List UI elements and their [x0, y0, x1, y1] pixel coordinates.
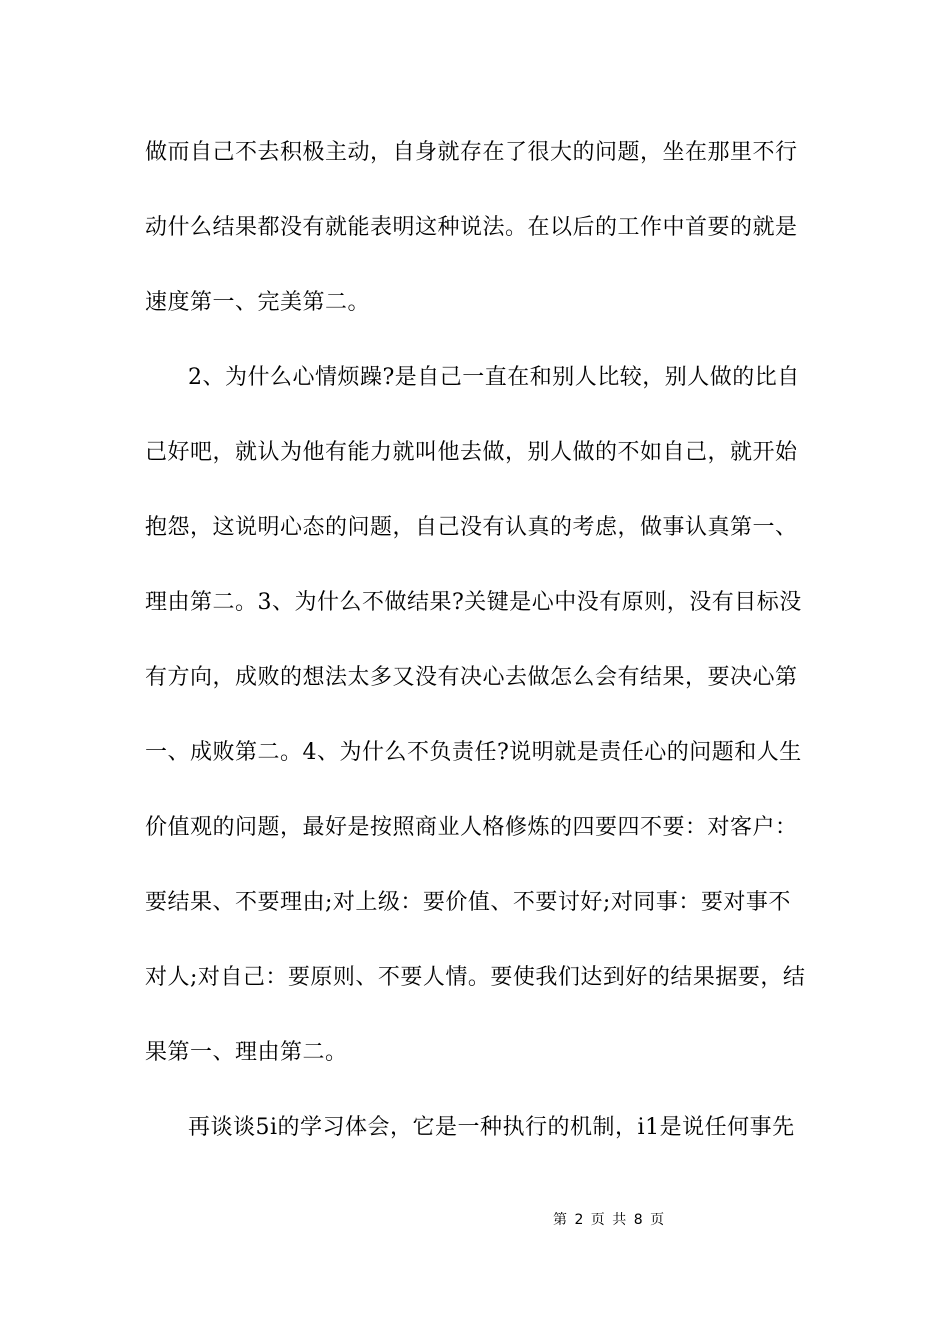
- text-line: 抱怨，这说明心态的问题，自己没有认真的考虑，做事认真第一、: [145, 515, 798, 540]
- text-line: 有方向，成败的想法太多又没有决心去做怎么会有结果，要决心第: [145, 665, 798, 690]
- text-line: 速度第一、完美第二。: [145, 290, 371, 315]
- text-line: 动什么结果都没有就能表明这种说法。在以后的工作中首要的就是: [145, 215, 798, 240]
- text-line: 理由第二。3、为什么不做结果?关键是心中没有原则，没有目标没: [145, 590, 802, 615]
- text-line: 要结果、不要理由;对上级：要价值、不要讨好;对同事：要对事不: [145, 890, 791, 915]
- page-footer: [0, 1208, 950, 1232]
- text-line: 己好吧，就认为他有能力就叫他去做，别人做的不如自己，就开始: [145, 440, 798, 465]
- text-line: 做而自己不去积极主动，自身就存在了很大的问题，坐在那里不行: [145, 140, 798, 165]
- text-line: 果第一、理由第二。: [145, 1040, 348, 1065]
- text-line: 对人;对自己：要原则、不要人情。要使我们达到好的结果据要，结: [145, 965, 806, 990]
- page-number: 第 2 页 共 8 页: [553, 1212, 665, 1228]
- text-line: 价值观的问题，最好是按照商业人格修炼的四要四不要：对客户：: [145, 815, 798, 840]
- text-line: 一、成败第二。4、为什么不负责任?说明就是责任心的问题和人生: [145, 740, 802, 765]
- paragraph-start-line: 再谈谈5i的学习体会，它是一种执行的机制，i1是说任何事先: [188, 1115, 795, 1140]
- paragraph-start-line: 2、为什么心情烦躁?是自己一直在和别人比较，别人做的比自: [188, 365, 800, 390]
